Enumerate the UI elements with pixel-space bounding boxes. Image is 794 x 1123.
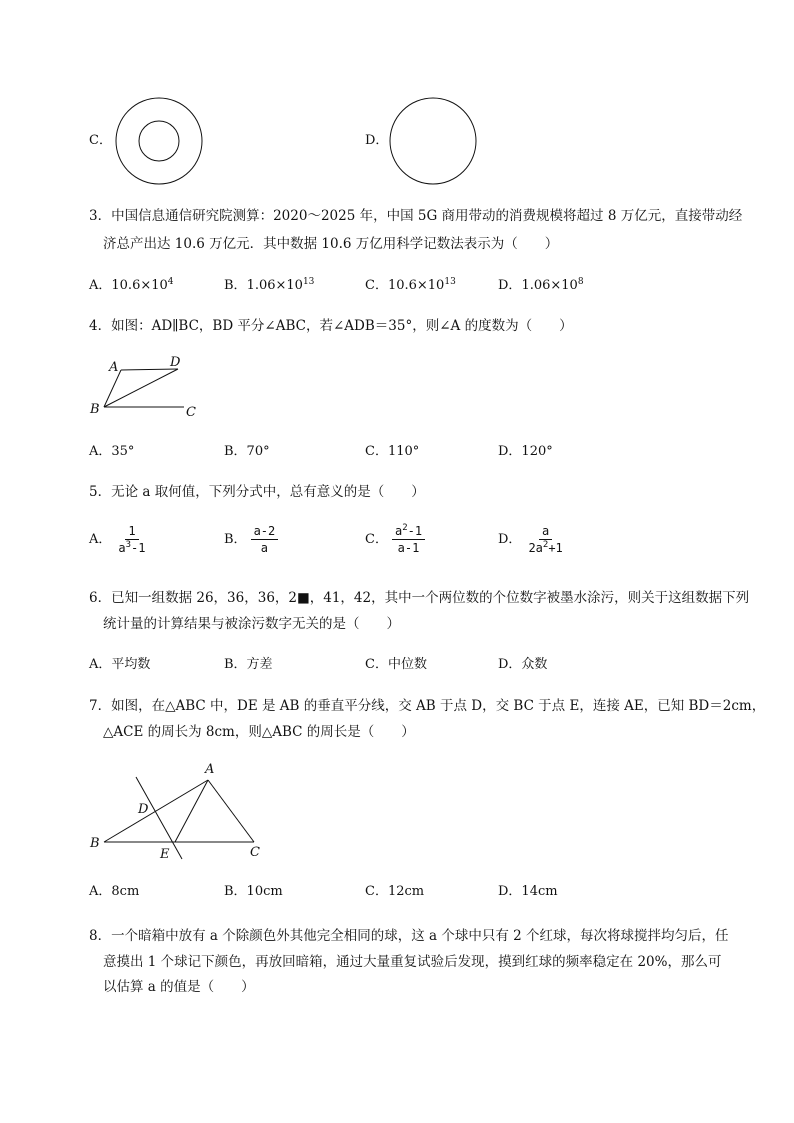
q5-option-a: A． $\frac{1}{a^3-1}$ — [89, 524, 149, 555]
q4-stem: 4．如图：AD∥BC，BD 平分∠ABC，若∠ADB＝35°，则∠A 的度数为（ ） — [89, 318, 573, 334]
q4-option-b: B．70° — [224, 444, 270, 459]
q7-label-a: A — [205, 762, 215, 777]
q7-option-c: C．12cm — [365, 884, 425, 899]
fraction: $\frac{a}{2a^2+1}$ — [528, 524, 563, 555]
q6-stem-line2: 统计量的计算结果与被涂污数字无关的是（ ） — [103, 616, 400, 632]
q3-stem-line1: 3．中国信息通信研究院测算：2020～2025 年，中国 5G 商用带动的消费规模将超过 8 万亿元，直接带动经 — [89, 208, 743, 224]
q7-label-e: E — [160, 847, 170, 862]
q4-label-b: B — [90, 402, 100, 417]
q7-label-c: C — [250, 845, 260, 860]
single-circle — [390, 98, 476, 184]
q7-label-d: D — [138, 802, 149, 817]
fraction: $\frac{1}{a^3-1}$ — [118, 524, 146, 555]
q2-option-c-label: C． — [89, 133, 112, 148]
q3-option-c: C．$10.6\times 10^{13}$ — [365, 277, 456, 293]
q3-stem-line2: 济总产出达 10.6 万亿元．其中数据 10.6 万亿用科学记数法表示为（ ） — [103, 236, 559, 252]
q8-stem-line3: 以估算 a 的值是（ ） — [103, 979, 255, 995]
q5-option-c: C． $\frac{a^2-1}{a-1}$ — [365, 524, 425, 555]
q4-figure — [90, 355, 200, 425]
q7-option-d: D．14cm — [498, 884, 558, 899]
q6-option-c: C．中位数 — [365, 657, 427, 672]
q4-option-d: D．120° — [498, 444, 553, 459]
q7-option-a: A．8cm — [89, 884, 140, 899]
q4-option-a: A．35° — [89, 444, 135, 459]
q6-option-b: B．方差 — [224, 657, 273, 672]
q5-option-b: B． $\frac{a-2}{a}$ — [224, 524, 278, 555]
q6-stem-line1: 6．已知一组数据 26，36，36，2■，41，42，其中一个两位数的个位数字被墨水涂污，则关于这组数据下列 — [89, 590, 750, 606]
q5-option-d: D． $\frac{a}{2a^2+1}$ — [498, 524, 566, 555]
q2-option-d-figure — [389, 97, 479, 187]
q7-label-b: B — [90, 836, 100, 851]
q7-option-b: B．10cm — [224, 884, 283, 899]
segment-ab — [104, 780, 208, 842]
q4-label-d: D — [170, 355, 181, 370]
q4-label-a: A — [109, 360, 119, 375]
q2-option-c-figure — [114, 96, 204, 186]
q7-stem-line1: 7．如图，在△ABC 中，DE 是 AB 的垂直平分线，交 AB 于点 D，交 BC 于点 E，连接 AE，已知 BD＝2cm， — [89, 698, 766, 714]
perpendicular-bisector-de — [136, 777, 182, 859]
q3-option-a: A．$10.6\times 10^4$ — [89, 277, 174, 293]
q4-option-c: C．110° — [365, 444, 420, 459]
q6-option-a: A．平均数 — [89, 657, 151, 672]
outer-circle — [116, 98, 202, 184]
q4-label-c: C — [186, 405, 196, 420]
q2-option-d-label: D． — [365, 133, 389, 148]
fraction: $\frac{a-2}{a}$ — [251, 524, 279, 555]
q7-figure — [90, 760, 270, 870]
q3-option-b: B．$1.06\times 10^{13}$ — [224, 277, 315, 293]
segment-ab — [104, 370, 121, 407]
segment-ac — [208, 780, 254, 842]
q6-option-d: D．众数 — [498, 657, 548, 672]
fraction: $\frac{a^2-1}{a-1}$ — [392, 524, 425, 555]
inner-circle — [139, 121, 179, 161]
q7-stem-line2: △ACE 的周长为 8cm，则△ABC 的周长是（ ） — [103, 724, 415, 740]
q3-option-d: D．$1.06\times 10^8$ — [498, 277, 584, 293]
q5-stem: 5．无论 a 取何值，下列分式中，总有意义的是（ ） — [89, 484, 425, 500]
q8-stem-line2: 意摸出 1 个球记下颜色，再放回暗箱，通过大量重复试验后发现，摸到红球的频率稳定在 20%，那么可 — [103, 954, 722, 970]
q8-stem-line1: 8．一个暗箱中放有 a 个除颜色外其他完全相同的球，这 a 个球中只有 2 个红球，每次将球搅拌均匀后，任 — [89, 928, 729, 944]
